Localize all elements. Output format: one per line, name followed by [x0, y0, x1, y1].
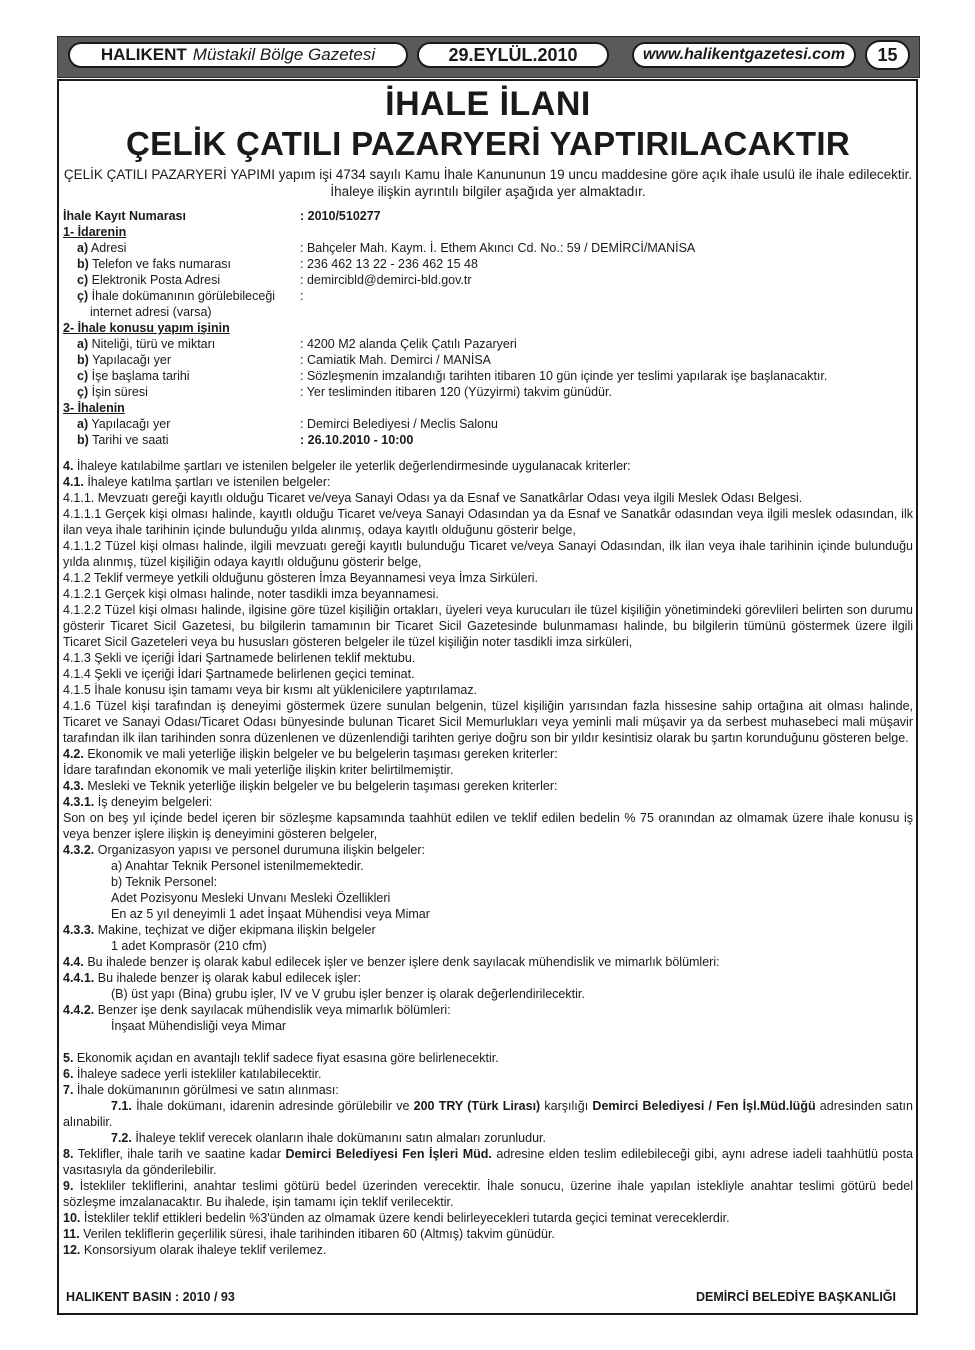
clause: 7.2. İhaleye teklif verecek olanların ihale dokümanını satın almaları zorunludur. — [111, 1131, 546, 1145]
tender-datetime: : 26.10.2010 - 10:00 — [300, 433, 414, 447]
info-row-continuation: internet adresi (varsa) — [90, 305, 212, 319]
clause: 4.2. Ekonomik ve mali yeterliğe ilişkin belgeler ve bu belgelerin taşıması gereken kriterler: — [63, 747, 558, 761]
clause: 4.1.3 Şekli ve içeriği İdari Şartnamede belirlenen teklif mektubu. — [63, 651, 416, 665]
clause: 4.1.6 Tüzel kişi tarafından iş deneyimi göstermek üzere sunulan belgenin, tüzel kişiliğin yarısından fazla hissesine sahip ortağına ait olması halinde, Ticaret ve Sanayi Odası/Ticaret Odası bünyesinde bulunan Ticaret Sicil Memurlukları veya yeminli mali müşavir ya da serbest muhasebeci mali müşavir tarafından ilk ilan tarihinden sonra düzenlenen ve düzenlendiği tarihten geriye doğru son bir yıldır kesintisiz olarak bu şartın korunduğunu gösteren belge. — [63, 699, 913, 745]
clause: 12. Konsorsiyum olarak ihaleye teklif verilemez. — [63, 1243, 327, 1257]
clause: 4.1. İhaleye katılma şartları ve istenilen belgeler: — [63, 475, 331, 489]
clause: 6. İhaleye sadece yerli istekliler katılabilecektir. — [63, 1067, 322, 1081]
announcement-title: İHALE İLANI — [385, 85, 591, 123]
newspaper-name — [68, 42, 408, 68]
clause: 5. Ekonomik açıdan en avantajlı teklif sadece fiyat esasına göre belirlenecektir. — [63, 1051, 499, 1065]
info-row: ç) İşin süresi : Yer tesliminden itibaren 120 (Yüzyirmi) takvim günüdür. — [77, 385, 612, 399]
clause: 10. İstekliler teklif ettikleri bedelin %3'ünden az olmamak üzere kendi belirleyecekleri tutarda geçici teminat vereceklerdir. — [63, 1211, 730, 1225]
announcement-subtitle: ÇELİK ÇATILI PAZARYERİ YAPTIRILACAKTIR — [126, 125, 850, 162]
info-row: ç) İhale dokümanının görülebileceği : — [77, 289, 304, 303]
clause-item: 1 adet Komprasör (210 cfm) — [111, 939, 267, 953]
clause: 7. İhale dokümanının görülmesi ve satın alınması: — [63, 1083, 339, 1097]
clause: 9. İstekliler tekliflerini, anahtar teslimi götürü bedel üzerinden verecektir. İhale sonucu, üzerine ihale yapılan istekliyle anahtar teslimi götürü bedel sözleşme imzalanacaktır. Bu ihalede, işin tamamı için teklif verilecektir. — [63, 1179, 913, 1209]
info-row: c) Elektronik Posta Adresi : demircibld@demirci-bld.gov.tr — [63, 272, 913, 288]
clause: 4.1.1.1 Gerçek kişi olması halinde, kayıtlı olduğu Ticaret ve/veya Sanayi Odasından ya da Esnaf ve Sanatkâr odasından veya ilgili meslek odasından, ilk ilan veya ihale tarihinin içinde bulunduğu yılda alınmış, odaya kayıtlı olduğunu gösterir belge, — [63, 507, 913, 537]
page-number: 15 — [865, 40, 910, 70]
clause: 4.3.1. İş deneyim belgeleri: — [63, 795, 213, 809]
tender-info — [63, 208, 913, 448]
announcement-content — [63, 84, 913, 1258]
info-row-kayit: İhale Kayıt Numarası : 2010/510277 — [63, 209, 381, 223]
issuer: DEMİRCİ BELEDİYE BAŞKANLIĞI — [695, 1290, 896, 1304]
clause: 4.4.2. Benzer işe denk sayılacak mühendislik veya mimarlık bölümleri: — [63, 1003, 451, 1017]
newspaper-name-bold: HALIKENT — [100, 45, 187, 64]
clause: 4.1.5 İhale konusu işin tamamı veya bir kısmı alt yüklenicilere yaptırılamaz. — [63, 683, 478, 697]
clause: 4.3. Mesleki ve Teknik yeterliğe ilişkin belgeler ve bu belgelerin taşıması gereken kriterler: — [63, 779, 558, 793]
website-link[interactable]: www.halikentgazetesi.com — [632, 42, 856, 68]
info-row: b) Tarihi ve saati : 26.10.2010 - 10:00 — [63, 432, 913, 448]
announcement-intro: ÇELİK ÇATILI PAZARYERİ YAPIMI yapım işi 4734 sayılı Kamu İhale Kanununun 19 uncu maddesine göre açık ihale usulü ile ihale edilecektir. İhaleye ilişkin ayrıntılı bilgiler aşağıda yer almaktadır. — [63, 167, 913, 199]
clause: 4.1.1. Mevzuatı gereği kayıtlı olduğu Ticaret ve/veya Sanayi Odası ya da Esnaf ve Sanatkârlar Odası veya ilgili Meslek Odası Belgesi. — [63, 491, 803, 505]
newspaper-name-italic: Müstakil Bölge Gazetesi — [192, 45, 376, 64]
info-row: c) İşe başlama tarihi : Sözleşmenin imzalandığı tarihten itibaren 10 gün içinde yer teslimi yapılarak işe başlanacaktır. — [77, 369, 828, 383]
section-title-2: 2- İhale konusu yapım işinin — [63, 321, 230, 335]
section-title-1: 1- İdarenin — [63, 225, 127, 239]
clause-item: En az 5 yıl deneyimli 1 adet İnşaat Mühendisi veya Mimar — [111, 907, 430, 921]
clause: 11. Verilen tekliflerin geçerlilik süresi, ihale tarihinden itibaren 60 (Altmış) takvim günüdür. — [63, 1227, 555, 1241]
clause: 4.3.3. Makine, teçhizat ve diğer ekipmana ilişkin belgeler — [63, 923, 376, 937]
clause: İdare tarafından ekonomik ve mali yeterliğe ilişkin kriter belirtilmemiştir. — [63, 763, 454, 777]
section-title-3: 3- İhalenin — [63, 401, 125, 415]
clause: 4.1.2 Teklif vermeye yetkili olduğunu gösteren İmza Beyannamesi veya İmza Sirküleri. — [63, 571, 538, 585]
info-row: a) Adresi : Bahçeler Mah. Kaym. İ. Ethem Akıncı Cd. No.: 59 / DEMİRCİ/MANİSA — [77, 241, 696, 255]
clause: 4.1.1.2 Tüzel kişi olması halinde, ilgili mevzuatı gereği kayıtlı bulunduğu Ticaret ve/veya Sanayi Odasından, ilk ilan veya ihale tarihinin içinde bulunduğu yılda alınmış, tüzel kişiliğin odaya kayıtlı olduğunu gösterir belge, — [63, 539, 913, 569]
info-row: b) Yapılacağı yer : Camiatik Mah. Demirci / MANİSA — [77, 353, 492, 367]
press-code: HALIKENT BASIN : 2010 / 93 — [66, 1290, 235, 1304]
clause: 4.4.1. Bu ihalede benzer iş olarak kabul edilecek işler: — [63, 971, 362, 985]
announcement-footer — [66, 1290, 896, 1304]
info-row: b) Telefon ve faks numarası : 236 462 13 22 - 236 462 15 48 — [77, 257, 478, 271]
clause: 4.3.2. Organizasyon yapısı ve personel durumuna ilişkin belgeler: — [63, 843, 426, 857]
info-row: a) Niteliği, türü ve miktarı : 4200 M2 alanda Çelik Çatılı Pazaryeri — [77, 337, 517, 351]
clause: 4. İhaleye katılabilme şartları ve istenilen belgeler ile yeterlik değerlendirmesinde uygulanacak kriterler: — [63, 459, 631, 473]
issue-date: 29.EYLÜL.2010 — [417, 42, 609, 68]
clause: Son on beş yıl içinde bedel içeren bir sözleşme kapsamında taahhüt edilen ve teklif edilen bedelin % 75 oranından az olmamak üzere ihale konusu iş veya benzer işlere ilişkin iş deneyimini gösteren belgeler, — [63, 811, 913, 841]
info-row: a) Yapılacağı yer : Demirci Belediyesi / Meclis Salonu — [77, 417, 498, 431]
clause-item: Adet Pozisyonu Mesleki Unvanı Mesleki Özellikleri — [111, 891, 391, 905]
email-address: : demircibld@demirci-bld.gov.tr — [300, 273, 472, 287]
clause-item: (B) üst yapı (Bina) grubu işler, IV ve V grubu işler benzer iş olarak değerlendirilecektir. — [111, 987, 585, 1001]
clause: 8. Teklifler, ihale tarih ve saatine kadar Demirci Belediyesi Fen İşleri Müd. adresine elden teslim edilebileceği gibi, aynı adrese iadeli taahhütlü posta vasıtasıyla da gönderilebilir. — [63, 1147, 914, 1177]
clause: 4.1.4 Şekli ve içeriği İdari Şartnamede belirlenen geçici teminat. — [63, 667, 415, 681]
clause: 4.4. Bu ihalede benzer iş olarak kabul edilecek işler ve benzer işlere denk sayılacak mühendislik ve mimarlık bölümleri: — [63, 955, 720, 969]
clause-item: b) Teknik Personel: — [111, 875, 218, 889]
clause-item: İnşaat Mühendisliği veya Mimar — [111, 1019, 287, 1033]
clause: 7.1. İhale dokümanı, idarenin adresinde görülebilir ve 200 TRY (Türk Lirası) karşılığı Demirci Belediyesi / Fen İşl.Müd.lüğü adresinden satın alınabilir. — [63, 1099, 913, 1129]
announcement-body — [63, 458, 913, 1258]
clause: 4.1.2.2 Tüzel kişi olması halinde, ilgisine göre tüzel kişiliğin ortakları, üyeleri veya kurucuları ile tüzel kişiliğin yönetimindeki görevlileri belirten son durumu gösterir Ticaret Sicil Gazetesi, bu bilgilerin tamamının bir Ticaret Sicil Gazetesinde bulunmaması halinde, bu bilgilerin tümünü göstermek üzere ilgili Ticaret Sicil Gazeteleri veya bu hususları gösteren belgeler ile tüzel kişiliğin noter tasdikli imza sirküleri, — [63, 603, 913, 649]
clause-item: a) Anahtar Teknik Personel istenilmemektedir. — [111, 859, 364, 873]
clause: 4.1.2.1 Gerçek kişi olması halinde, noter tasdikli imza beyannamesi. — [63, 587, 439, 601]
